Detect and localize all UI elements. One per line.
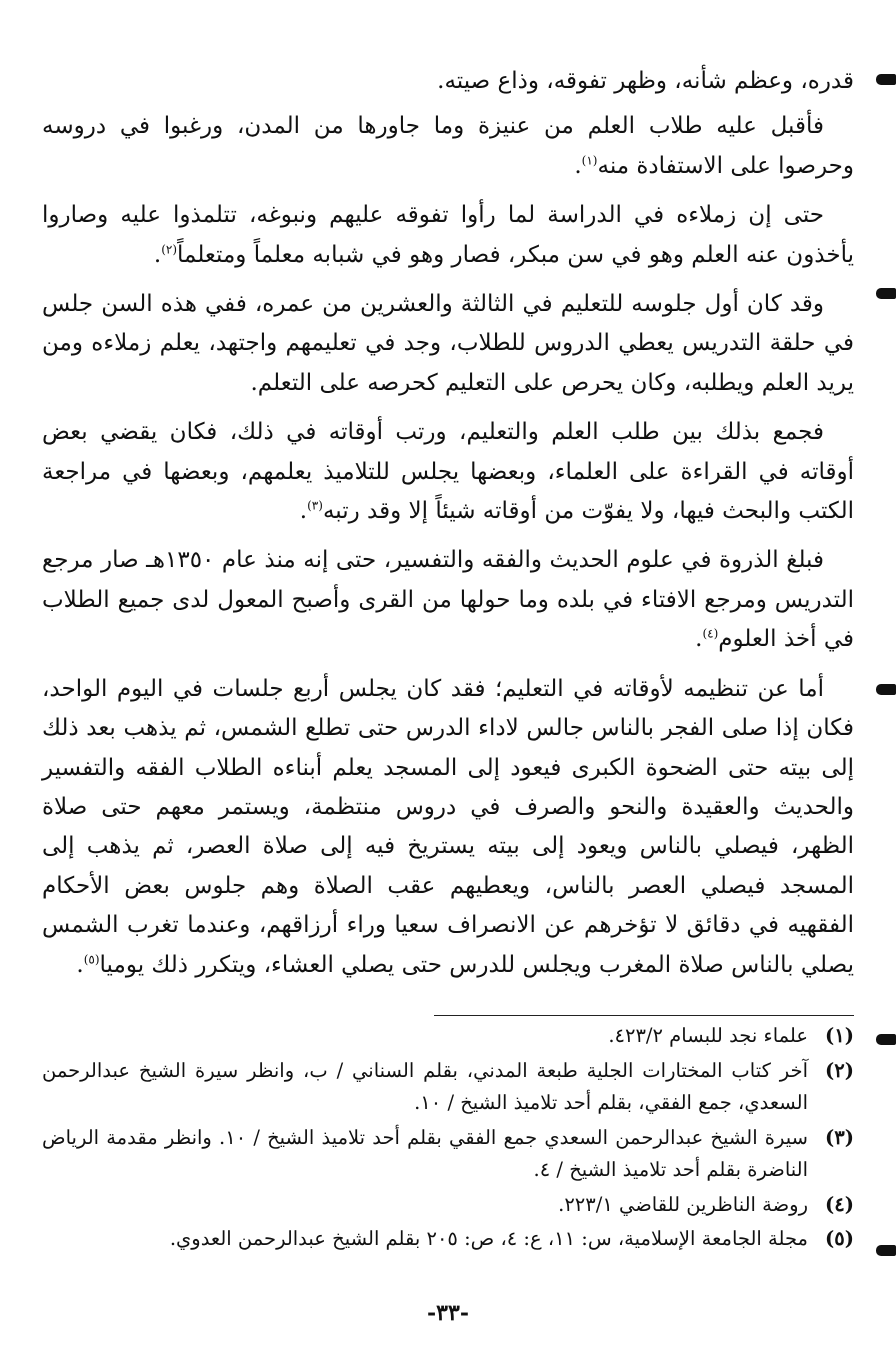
paragraph: فجمع بذلك بين طلب العلم والتعليم، ورتب أوقاته في ذلك، فكان يقضي بعض أوقاته في القراءة على العلماء، وبعضها يجلس للتلاميذ يعلمهم، وبعضها في مراجعة الكتب والبحث فيها، ولا يفوّت من أوقاته شيئاً إلا وقد رتبه$^{(٣)}$. bbox=[42, 419, 854, 525]
margin-mark bbox=[876, 74, 896, 85]
paragraph-text: وقد كان أول جلوسه للتعليم في الثالثة والعشرين من عمره، ففي هذه السن جلس في حلقة التدريس يعطي الدروس للطلاب، وجد في تعليمهم واجتهد، يعلم زملاءه ومن يريد العلم ويطلبه، وكان يحرص على التعليم كحرصه على التعلم. bbox=[42, 291, 854, 396]
margin-mark bbox=[876, 684, 896, 695]
paragraph-text: فجمع بذلك بين طلب العلم والتعليم، ورتب أوقاته في ذلك، فكان يقضي بعض أوقاته في القراءة على العلماء، وبعضها يجلس للتلاميذ يعلمهم، وبعضها في مراجعة الكتب والبحث فيها، ولا يفوّت من أوقاته شيئاً إلا وقد رتبه bbox=[42, 419, 854, 525]
footnote bbox=[42, 1055, 854, 1120]
footnote-ref: (٥) bbox=[83, 951, 100, 966]
paragraph-text: فبلغ الذروة في علوم الحديث والفقه والتفسير، حتى إنه منذ عام ١٣٥٠هـ صار مرجع التدريس ومرجع الافتاء في بلده وما حولها من القرى وأصبح المعول لدى جميع الطلاب في أخذ العلوم bbox=[42, 547, 854, 653]
paragraph bbox=[42, 62, 854, 101]
footnote bbox=[42, 1223, 854, 1256]
footnote bbox=[42, 1122, 854, 1187]
margin-mark bbox=[876, 1245, 896, 1256]
paragraph-text: قدره، وعظم شأنه، وظهر تفوقه، وذاع صيته. bbox=[437, 68, 854, 94]
paragraph: فبلغ الذروة في علوم الحديث والفقه والتفسير، حتى إنه منذ عام ١٣٥٠هـ صار مرجع التدريس ومرجع الافتاء في بلده وما حولها من القرى وأصبح المعول لدى جميع الطلاب في أخذ العلوم$^{(٤)}$. bbox=[42, 547, 854, 653]
footnote-divider bbox=[434, 1015, 854, 1016]
page-number: -٣٣- bbox=[427, 1300, 469, 1326]
paragraph: أما عن تنظيمه لأوقاته في التعليم؛ فقد كان يجلس أربع جلسات في اليوم الواحد، فكان إذا صلى الفجر بالناس جالس لاداء الدرس حتى تطلع الشمس، ثم يذهب بعد ذلك إلى بيته حتى الضحوة الكبرى فيعود إلى المسجد يعلم أبناءه الطلاب الفقه والتفسير والحديث والعقيدة والنحو والصرف في دروس منتظمة، ويستمر معهم حتى صلاة الظهر، فيصلي بالناس ويعود إلى بيته يستريخ فيه إلى صلاة العصر، ثم يذهب إلى المسجد فيصلي العصر بالناس، ويعطيهم عقب الصلاة وهم جلوس بعض الأحكام الفقهيه في دقائق لا تؤخرهم عن الانصراف سعيا وراء أرزاقهم، وعندما تغرب الشمس يصلي بالناس صلاة المغرب ويجلس للدرس حتى يصلي العشاء، ويتكرر ذلك يوميا$^{(٥)}$. bbox=[42, 675, 855, 978]
footnote-text: علماء نجد للبسام ٤٢٣/٢. bbox=[608, 1024, 808, 1047]
footnote-text: روضة الناظرين للقاضي ٢٢٣/١. bbox=[558, 1192, 808, 1216]
margin-mark bbox=[876, 1034, 896, 1045]
footnote bbox=[42, 1189, 854, 1222]
margin-mark bbox=[876, 288, 896, 299]
footnote-number: (٣) bbox=[825, 1125, 854, 1149]
footnote-ref: (٤) bbox=[702, 626, 719, 641]
paragraph: حتى إن زملاءه في الدراسة لما رأوا تفوقه عليهم ونبوغه، تتلمذوا عليه وصاروا يأخذون عنه العلم وهو في سن مبكر، فصار وهو في شبابه معلماً ومتعلماً$^{(٢)}$. bbox=[42, 202, 854, 268]
main-text bbox=[42, 62, 854, 995]
paragraph: فأقبل عليه طلاب العلم من عنيزة وما جاورها من المدن، ورغبوا في دروسه وحرصوا على الاستفادة منه$^{(١)}$. bbox=[42, 113, 854, 179]
footnotes bbox=[42, 1020, 854, 1258]
footnote-ref: (٣) bbox=[307, 498, 323, 513]
footnote-number: (١) bbox=[825, 1024, 854, 1047]
paragraph bbox=[42, 285, 854, 403]
paragraph-text: أما عن تنظيمه لأوقاته في التعليم؛ فقد كان يجلس أربع جلسات في اليوم الواحد، فكان إذا صلى الفجر بالناس جالس لاداء الدرس حتى تطلع الشمس، ثم يذهب بعد ذلك إلى بيته حتى الضحوة الكبرى فيعود إلى المسجد يعلم أبناءه الطلاب الفقه والتفسير والحديث والعقيدة والنحو والصرف في دروس منتظمة، ويستمر معهم حتى صلاة الظهر، فيصلي بالناس ويعود إلى بيته يستريخ فيه إلى صلاة العصر، ثم يذهب إلى المسجد فيصلي العصر بالناس، ويعطيهم عقب الصلاة وهم جلوس بعض الأحكام الفقهيه في دقائق لا تؤخرهم عن الانصراف سعيا وراء أرزاقهم، وعندما تغرب الشمس يصلي بالناس صلاة المغرب ويجلس للدرس حتى يصلي العشاء، ويتكرر ذلك يوميا bbox=[42, 675, 855, 978]
footnote-text: مجلة الجامعة الإسلامية، س: ١١، ع: ٤، ص: ٢٠٥ بقلم الشيخ عبدالرحمن العدوي. bbox=[169, 1227, 808, 1250]
footnote-number: (٤) bbox=[825, 1192, 854, 1216]
footnote-text: سيرة الشيخ عبدالرحمن السعدي جمع الفقي بقلم أحد تلاميذ الشيخ / ١٠. وانظر مقدمة الرياض الناضرة بقلم أحد تلاميذ الشيخ / ٤. bbox=[42, 1125, 808, 1181]
footnote bbox=[42, 1020, 854, 1053]
footnote-number: (٥) bbox=[825, 1227, 854, 1250]
footnote-text: آخر كتاب المختارات الجلية طبعة المدني، بقلم السناني / ب، وانظر سيرة الشيخ عبدالرحمن السعدي، جمع الفقي، بقلم أحد تلاميذ الشيخ / ١٠. bbox=[42, 1058, 808, 1114]
footnote-number: (٢) bbox=[825, 1058, 854, 1082]
footnote-ref: (١) bbox=[581, 153, 598, 168]
footnote-ref: (٢) bbox=[161, 241, 178, 256]
paragraph-text: حتى إن زملاءه في الدراسة لما رأوا تفوقه عليهم ونبوغه، تتلمذوا عليه وصاروا يأخذون عنه العلم وهو في سن مبكر، فصار وهو في شبابه معلماً ومتعلماً bbox=[42, 202, 854, 268]
paragraph-text: فأقبل عليه طلاب العلم من عنيزة وما جاورها من المدن، ورغبوا في دروسه وحرصوا على الاستفادة منه bbox=[42, 113, 854, 179]
